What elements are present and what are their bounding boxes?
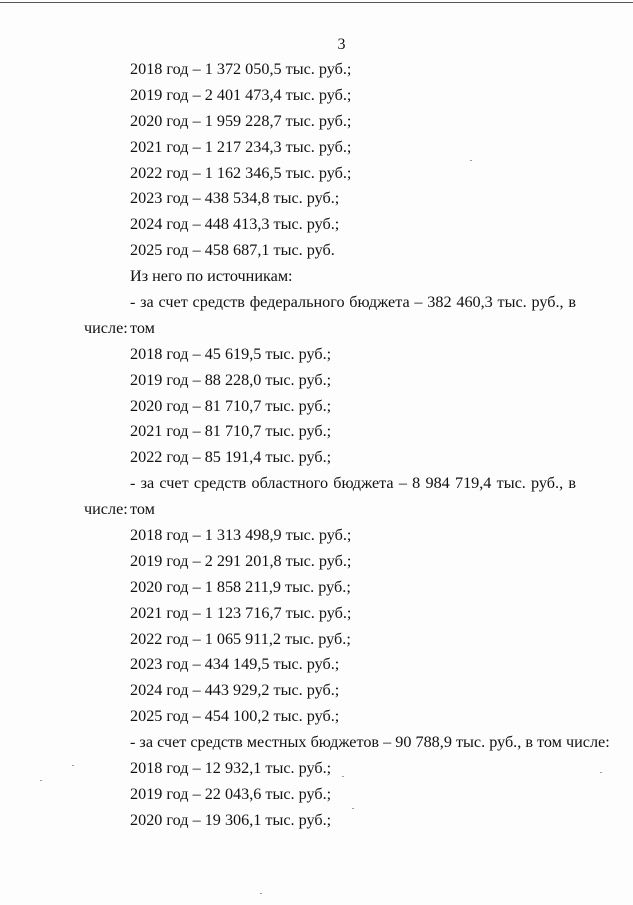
text-line: 2018 год – 1 313 498,9 тыс. руб.; — [130, 526, 352, 545]
text-line: 2020 год – 1 858 211,9 тыс. руб.; — [130, 577, 351, 596]
text-line: 2025 год – 454 100,2 тыс. руб.; — [130, 707, 340, 726]
text-line: 2022 год – 85 191,4 тыс. руб.; — [130, 448, 332, 467]
document-body — [84, 57, 610, 834]
text-line: 2020 год – 1 959 228,7 тыс. руб.; — [130, 111, 352, 130]
text-line: 2019 год – 88 228,0 тыс. руб.; — [130, 370, 332, 389]
text-line: 2018 год – 12 932,1 тыс. руб.; — [130, 759, 332, 778]
text-line: 2021 год – 1 217 234,3 тыс. руб.; — [130, 137, 352, 156]
text-line: 2020 год – 81 710,7 тыс. руб.; — [130, 396, 332, 415]
scan-speck — [72, 765, 74, 766]
text-line: 2023 год – 438 534,8 тыс. руб.; — [130, 189, 340, 208]
text-line: 2019 год – 2 291 201,8 тыс. руб.; — [130, 551, 352, 570]
text-line: числе: — [84, 318, 128, 337]
text-line: 2021 год – 81 710,7 тыс. руб.; — [130, 422, 332, 441]
text-line: 2020 год – 19 306,1 тыс. руб.; — [130, 810, 332, 829]
scan-speck — [40, 780, 42, 781]
text-line: 2018 год – 45 619,5 тыс. руб.; — [130, 344, 332, 363]
page-number: 3 — [337, 36, 346, 53]
text-line: 2018 год – 1 372 050,5 тыс. руб.; — [130, 60, 352, 78]
text-line: Из него по источникам: — [130, 267, 293, 286]
top-edge-line — [0, 2, 633, 3]
text-line: 2022 год – 1 162 346,5 тыс. руб.; — [130, 163, 352, 182]
text-line: 2025 год – 458 687,1 тыс. руб. — [130, 241, 335, 260]
text-line: числе: — [84, 500, 128, 519]
text-line: - за счет средств федерального бюджета – 382 460,3 тыс. руб., в том — [130, 293, 576, 337]
scan-speck — [352, 808, 354, 809]
scan-speck — [342, 776, 344, 777]
text-line: 2022 год – 1 065 911,2 тыс. руб.; — [130, 629, 351, 648]
text-line: - за счет средств местных бюджетов – 90 788,9 тыс. руб., в том числе: — [130, 733, 610, 752]
scan-speck — [600, 772, 602, 773]
scan-speck — [470, 160, 472, 161]
text-line: 2019 год – 22 043,6 тыс. руб.; — [130, 784, 332, 803]
text-line: - за счет средств областного бюджета – 8 984 719,4 тыс. руб., в том — [130, 474, 576, 519]
text-line: 2021 год – 1 123 716,7 тыс. руб.; — [130, 603, 352, 622]
scan-speck — [260, 893, 262, 894]
text-line: 2023 год – 434 149,5 тыс. руб.; — [130, 655, 340, 674]
text-line: 2024 год – 448 413,3 тыс. руб.; — [130, 215, 340, 234]
text-line: 2024 год – 443 929,2 тыс. руб.; — [130, 681, 340, 700]
text-line: 2019 год – 2 401 473,4 тыс. руб.; — [130, 85, 352, 104]
